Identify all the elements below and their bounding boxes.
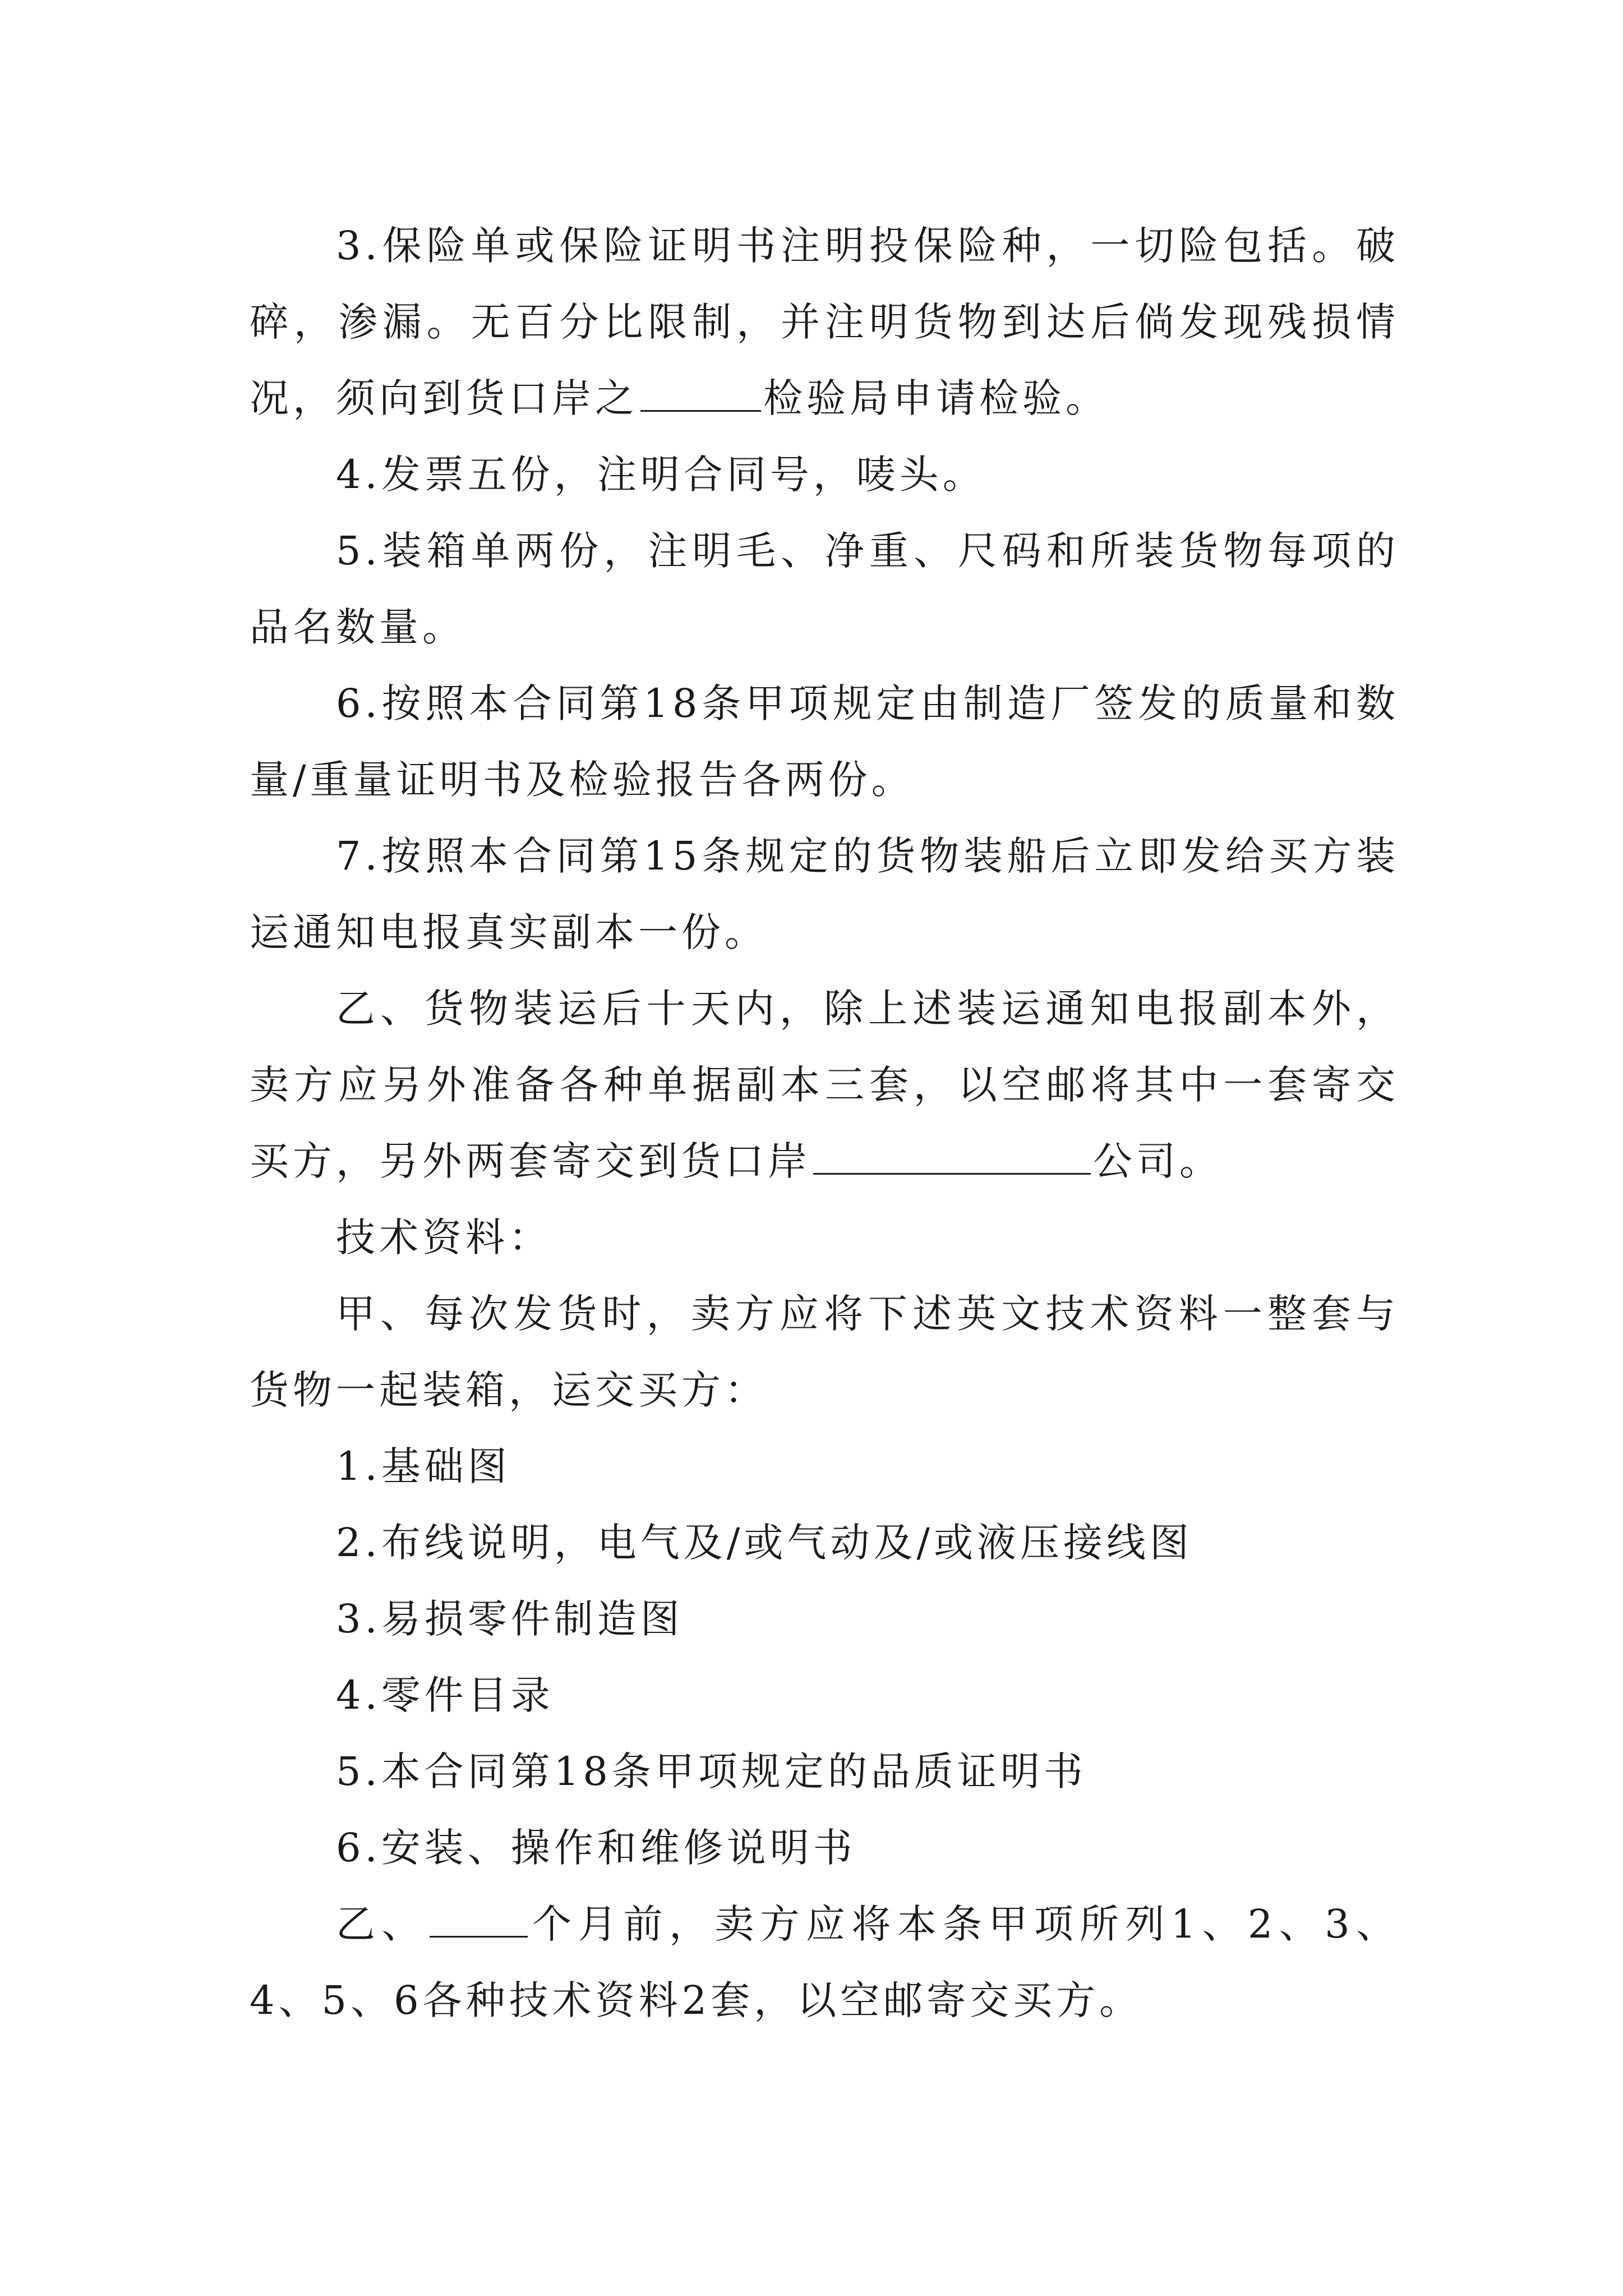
paragraph-packing-list: 5.装箱单两份，注明毛、净重、尺码和所装货物每项的品名数量。 xyxy=(250,528,1399,650)
paragraph-insurance-policy xyxy=(250,208,1399,436)
paragraph-document-copies xyxy=(250,970,1399,1199)
list-item-manual: 6.安装、操作和维修说明书 xyxy=(336,1825,856,1871)
paragraph-text: 个月前，卖方应将本条甲项所列1、2、3、4、5、6各种技术资料2套，以空邮寄交买方。 xyxy=(250,1901,1399,2023)
list-item-wiring-instructions: 2.布线说明，电气及/或气动及/或液压接线图 xyxy=(336,1520,1193,1566)
paragraph-technical-data-shipment: 甲、每次发货时，卖方应将下述英文技术资料一整套与货物一起装箱，运交买方： xyxy=(250,1291,1399,1413)
section-heading-technical-data: 技术资料： xyxy=(336,1214,552,1260)
paragraph-quality-certificate: 6.按照本合同第18条甲项规定由制造厂签发的质量和数量/重量证明书及检验报告各两份。 xyxy=(250,680,1399,803)
list-item-parts-catalog: 4.零件目录 xyxy=(336,1672,554,1718)
paragraph-text: 公司。 xyxy=(1093,1138,1223,1184)
list-item-quality-certificate: 5.本合同第18条甲项规定的品质证明书 xyxy=(336,1749,1087,1795)
paragraph-text: 乙、 xyxy=(336,1901,427,1947)
paragraph-invoice: 4.发票五份，注明合同号，唛头。 xyxy=(336,452,986,498)
paragraph-text: 检验局申请检验。 xyxy=(763,375,1109,421)
list-item-foundation-drawing: 1.基础图 xyxy=(336,1443,511,1489)
document-body xyxy=(250,208,1399,2039)
fill-in-blank xyxy=(640,375,761,412)
paragraph-text: 乙、货物装运后十天内，除上述装运通知电报副本外，卖方应另外准备各种单据副本三套，以空邮将其中一套寄交买方，另外两套寄交到货口岸 xyxy=(250,986,1399,1184)
paragraph-text: 3.保险单或保险证明书注明投保险种，一切险包括。破碎，渗漏。无百分比限制，并注明货物到达后倘发现残损情况，须向到货口岸之 xyxy=(250,223,1399,421)
paragraph-shipping-notice: 7.按照本合同第15条规定的货物装船后立即发给买方装运通知电报真实副本一份。 xyxy=(250,833,1399,955)
list-item-wear-parts-drawing: 3.易损零件制造图 xyxy=(336,1596,684,1642)
fill-in-blank xyxy=(430,1901,528,1938)
fill-in-blank xyxy=(813,1138,1091,1175)
paragraph-technical-data-airmail xyxy=(250,1886,1399,2039)
